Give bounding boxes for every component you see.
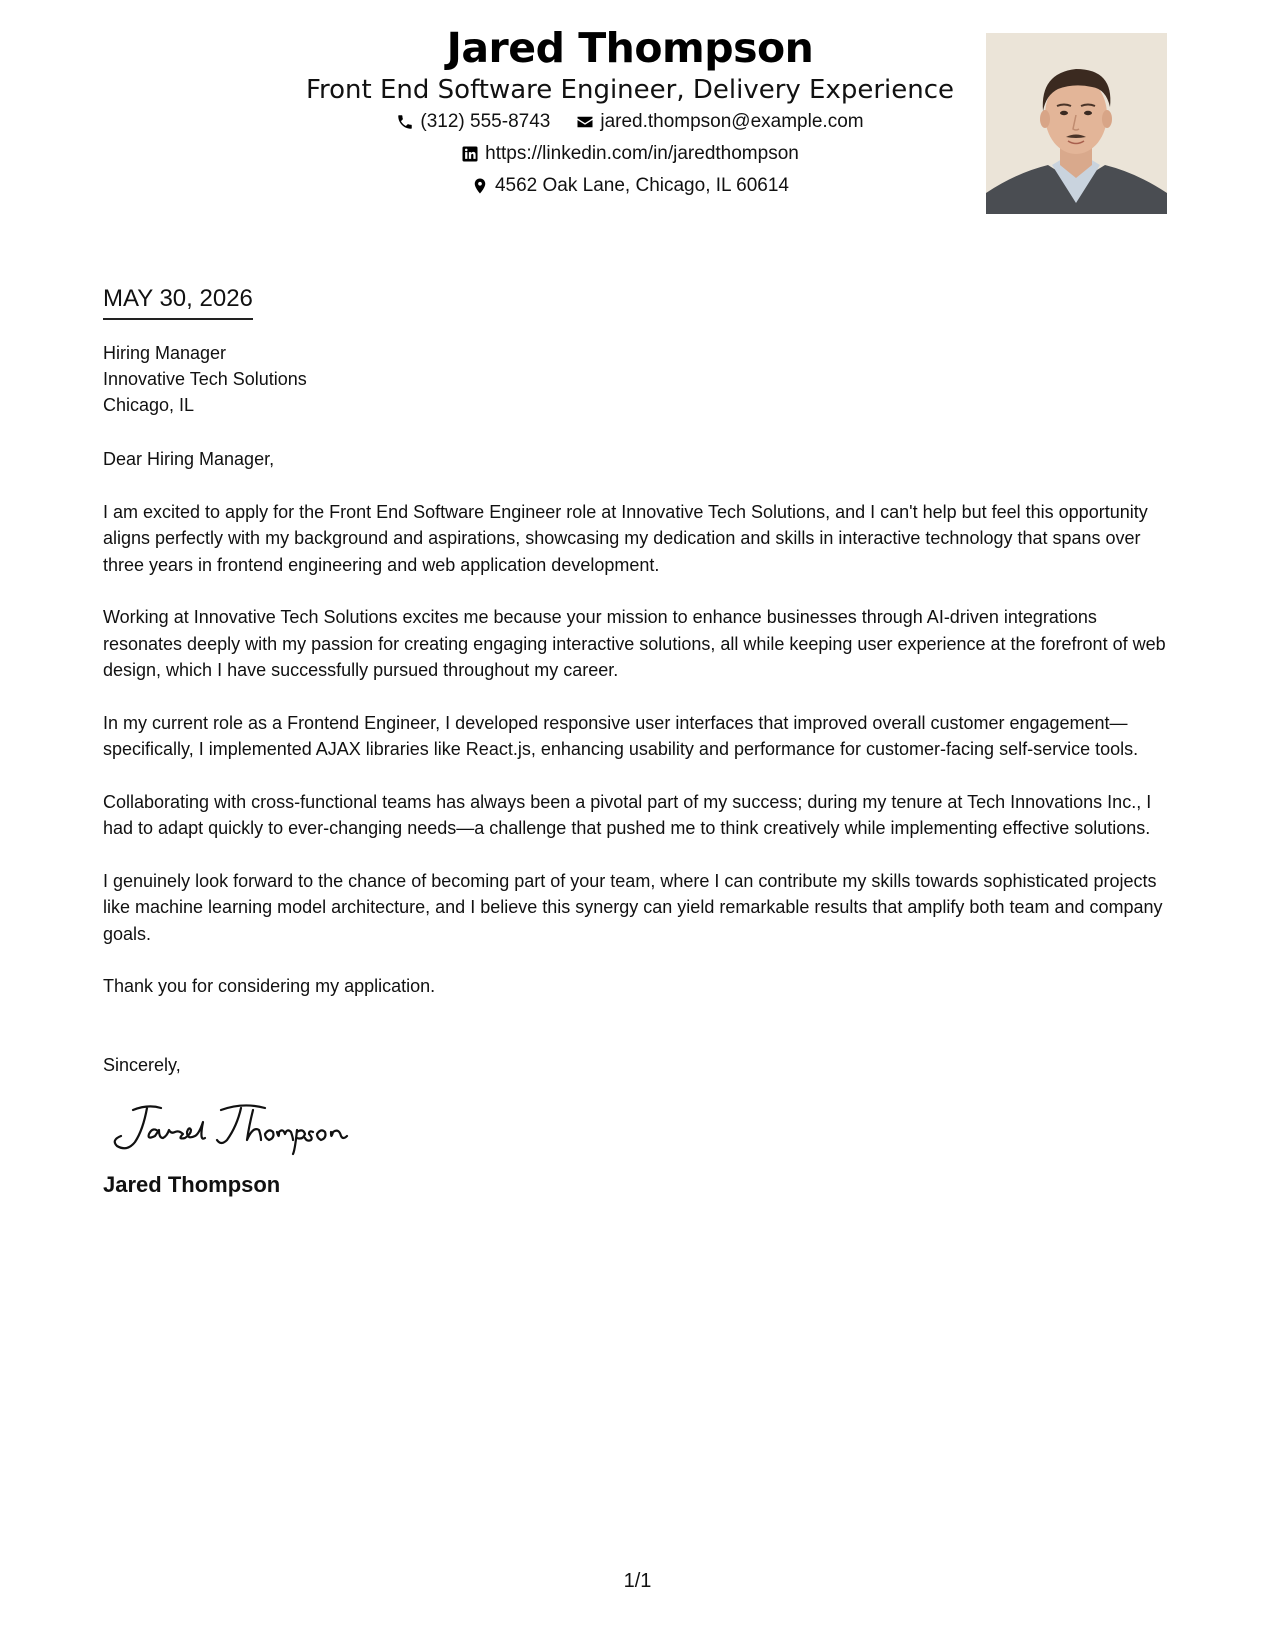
body-paragraph: Collaborating with cross-functional teams has always been a pivotal part of my success; during my tenure at Tech Innovations Inc., I had to adapt quickly to ever-changing needs—a challenge that pushed me to think creatively while implementing effective solutions. [103, 791, 1152, 838]
recipient-line: Hiring Manager [103, 343, 227, 363]
letter-header [0, 0, 1275, 240]
letter-body [103, 282, 1170, 1200]
greeting: Dear Hiring Manager, [103, 449, 275, 469]
phone-number[interactable]: (312) 555-8743 [420, 111, 551, 132]
recipient-line: Innovative Tech Solutions [103, 369, 307, 389]
header-info [230, 22, 1030, 202]
profile-photo [986, 33, 1167, 214]
body-paragraph: In my current role as a Frontend Engineer, I developed responsive user interfaces that improved overall customer engagement—specifically, I implemented AJAX libraries like React.js, enhancing usability and performance for customer-facing self-service tools. [103, 712, 1139, 759]
contact-row-primary [230, 106, 1030, 138]
letter-date: MAY 30, 2026 [103, 282, 253, 320]
envelope-icon [576, 113, 594, 131]
contact-row-linkedin [230, 138, 1030, 170]
contact-row-address [230, 170, 1030, 202]
body-paragraph: I am excited to apply for the Front End Software Engineer role at Innovative Tech Solutions, and I can't help but feel this opportunity aligns perfectly with my background and aspirations, showcasing my dedication and skills in interactive technology that spans over three years in frontend engineering and web application development. [103, 501, 1148, 575]
signoff: Sincerely, [103, 1054, 181, 1075]
recipient-block [103, 340, 1170, 418]
applicant-name: Jared Thompson [446, 24, 814, 72]
linkedin-icon [461, 145, 479, 163]
signed-name: Jared Thompson [103, 1172, 281, 1197]
mailing-address: 4562 Oak Lane, Chicago, IL 60614 [494, 175, 790, 196]
job-title: Front End Software Engineer, Delivery Experience [305, 75, 955, 105]
phone-icon [396, 113, 414, 131]
linkedin-url[interactable]: https://linkedin.com/in/jaredthompson [485, 143, 799, 164]
email-address[interactable]: jared.thompson@example.com [600, 111, 864, 132]
closing-thanks: Thank you for considering my application. [103, 976, 436, 996]
body-paragraph: Working at Innovative Tech Solutions excites me because your mission to enhance businesses through AI-driven integrations resonates deeply with my passion for creating engaging interactive solutions, all while keeping user experience at the forefront of web design, which I have successfully pursued throughout my career. [103, 607, 1166, 680]
handwritten-signature [103, 1096, 363, 1158]
body-paragraph: I genuinely look forward to the chance of becoming part of your team, where I can contribute my skills towards sophisticated projects like machine learning model architecture, and I believe this synergy can yield remarkable results that amplify both team and company goals. [103, 870, 1163, 944]
map-pin-icon [471, 177, 489, 195]
recipient-line: Chicago, IL [103, 395, 195, 415]
page-number: 1/1 [623, 1570, 652, 1592]
